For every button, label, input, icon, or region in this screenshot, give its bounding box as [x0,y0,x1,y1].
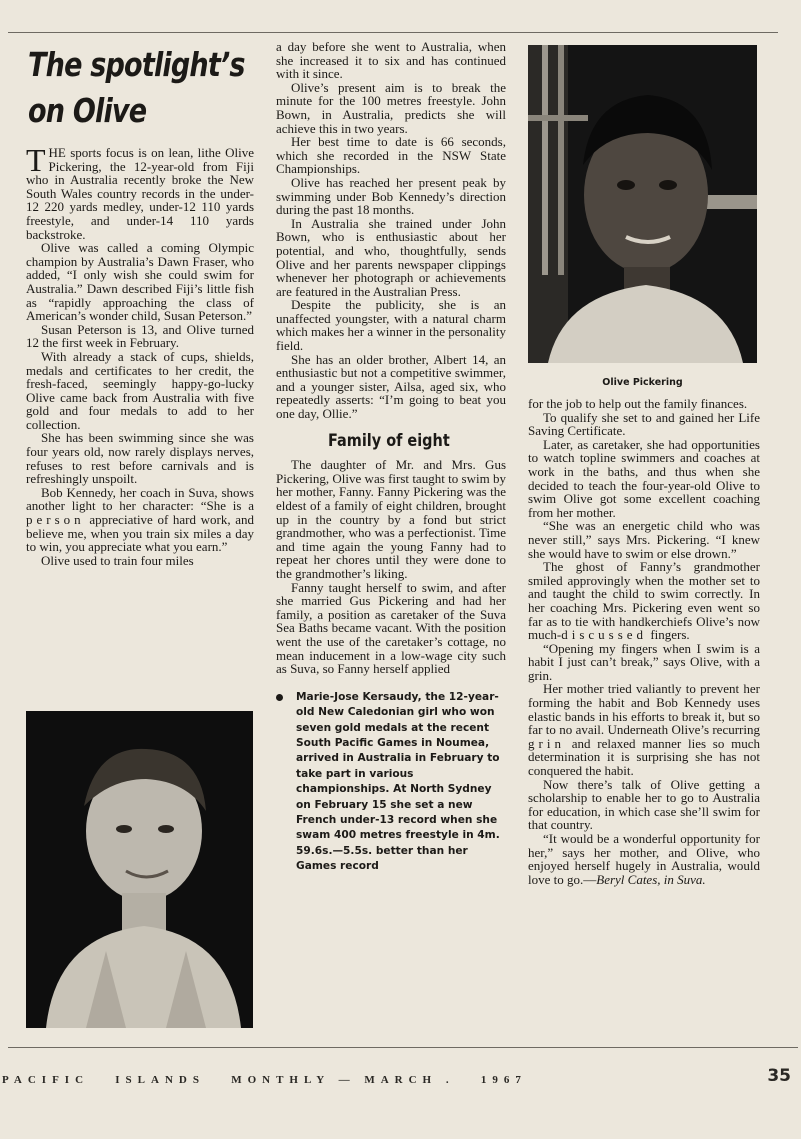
intro-paragraph [26,142,254,242]
column-3 [528,397,760,886]
body-paragraph: She has an older brother, Albert 14, an enthusiastic but not a competitive swimmer, and a younger sister, Ailsa, aged six, who repeatedly asserts: “I’m going to beat you one day, Ollie.” [276,351,506,422]
closing-text: “It would be a wonderful opportunity for her,” says her mother, and Olive, who enjoyed herself hugely in Australia, would love to go.— [528,831,760,887]
coach-quote-end: appreciative of hard work, and believe me, when you train six miles a day to win, you appreciate what you earn.” [26,512,255,555]
grandmother-text-start: The ghost of Fanny’s grandmother smiled approvingly when the mother set to and taught the child to swim correctly. In her coaching Mrs. Pickering even went so far as to tie with handkerchiefs Olive’s now much- [528,559,760,643]
body-paragraph: To qualify she set to and gained her Life Saving Certificate. [528,409,760,439]
mother-paragraph [528,682,760,777]
drop-cap: T [26,142,46,178]
column-1 [26,40,254,567]
grandmother-text-end: fingers. [650,627,690,643]
body-paragraph: Now there’s talk of Olive getting a scholarship to enable her to go to Australia for education, in which case she’ll swim for that country. [528,776,760,833]
article-title [28,42,245,134]
olive-photo-caption: Olive Pickering [602,377,683,388]
coach-quote-paragraph [26,486,254,554]
marie-jose-caption: Marie-Jose Kersaudy, the 12-year-old New Caledonian girl who won seven gold medals at the recent South Pacific Games in Noumea, arrived in Australia in February to take part in various championships. At North Sydney on February 15 she set a new French under-13 record when she swam 400 metres freestyle in 4m. 59.6s.—5.5s. better than her Games record [296,690,500,873]
portrait-image [26,711,253,1028]
title-line-2: on Olive [28,91,147,130]
section-subheading: Family of eight [328,430,450,451]
body-paragraph: Olive used to train four miles [41,552,194,568]
olive-photo [528,45,757,363]
body-paragraph: In Australia she trained under John Bown, who is enthusiastic about her potential, and who, thoughtfully, sends Olive and her parents newspaper clippings whenever her photograph or achievements are featured in the Australian Press. [276,215,506,299]
byline: Beryl Cates, in Suva. [596,871,706,887]
closing-paragraph [528,832,760,886]
mother-text-end: and relaxed manner lies so much determination it is surprising she has not conquered the habit. [528,735,761,779]
bottom-rule [8,1047,798,1048]
body-paragraph: for the job to help out the family finances. [528,396,748,411]
body-paragraph: a day before she went to Australia, when she increased it to six and has continued with it since. [276,39,506,82]
column-2 [276,40,506,875]
spaced-word: discussed [561,627,648,643]
page-number: 35 [767,1066,791,1086]
body-paragraph: Olive’s present aim is to break the minute for the 100 metres freestyle. John Bown, in Australia, predicts she will achieve this in two years. [276,79,506,136]
spaced-word: person [26,512,85,528]
bullet-icon [276,694,283,701]
photo-caption-block [288,690,506,875]
body-paragraph: Her best time to date is 66 seconds, which she recorded in the NSW State Championships. [276,134,506,177]
body-paragraph: Olive was called a coming Olympic champion by Australia’s Dawn Fraser, who added, “I only wish she could swim for Australia.” Dawn described Fiji’s little fish as “rapidly approaching the class of American’s wonder child, Susan Peterson.” [26,240,254,324]
body-paragraph: Olive has reached her present peak by swimming under Bob Kennedy’s direction during the past 18 months. [276,174,506,218]
body-paragraph: Later, as caretaker, she had opportunities to watch topline swimmers and coaches at work in the baths, and thus when she decided to teach the four-year-old Olive to swim Olive got some excellent coaching from her mother. [528,436,760,520]
body-paragraph: “She was an energetic child who was never still,” says Mrs. Pickering. “I knew she would have to swim or else drown.” [528,518,760,561]
body-paragraph: She has been swimming since she was four years old, now rarely displays nerves, refuses to rest before carnivals and is refreshingly unspoilt. [26,430,254,487]
grandmother-paragraph [528,560,760,642]
magazine-footer: PACIFIC ISLANDS MONTHLY — MARCH . 1967 [2,1074,527,1086]
intro-text: HE sports focus is on lean, lithe Olive Pickering, the 12-year-old from Fiji who in Australia recently broke the New South Wales country records in the under-12 220 yards medley, under-12 110 yards freestyle, and under-14 110 yards backstroke. [26,145,254,242]
title-line-1: The spotlight’s [28,45,245,84]
mother-text-start: Her mother tried valiantly to prevent her forming the habit and Bob Kennedy uses elastic bands in his efforts to break it, but so far to no avail. Underneath Olive’s recurring [528,681,760,738]
body-paragraph: With already a stack of cups, shields, medals and certificates to her credit, the fresh-faced, seemingly happy-go-lucky Olive came back from Australia with five gold and four medals to add to her collection. [26,348,254,432]
coach-quote-start: Bob Kennedy, her coach in Suva, shows another light to her character: “She is a [26,484,254,514]
body-paragraph: Fanny taught herself to swim, and after she married Gus Pickering and had her family, a position as caretaker of the Suva Sea Baths became vacant. With the position went the use of the caretaker’s cottage, no mean inducement in a low-wage city such as Suva, so Fanny herself applied [276,579,506,677]
top-rule [8,32,778,33]
body-paragraph: “Opening my fingers when I swim is a habit I just can’t break,” says Olive, with a grin. [528,640,760,683]
body-paragraph: Despite the publicity, she is an unaffected youngster, with a natural charm which makes her a winner in the personality field. [276,297,506,354]
spaced-word: grin [528,735,565,751]
body-paragraph: The daughter of Mr. and Mrs. Gus Pickering, Olive was first taught to swim by her mother, Fanny. Fanny Pickering was the eldest of a family of eight children, brought up in the country by a fond but strict grandmother, who was a perfectionist. Time and time again the young Fanny had to repeat her chores until they were done to the grandmother’s liking. [276,457,506,581]
marie-jose-photo [26,711,253,1028]
body-paragraph: Susan Peterson is 13, and Olive turned 12 the first week in February. [26,321,254,351]
portrait-image [528,45,757,363]
